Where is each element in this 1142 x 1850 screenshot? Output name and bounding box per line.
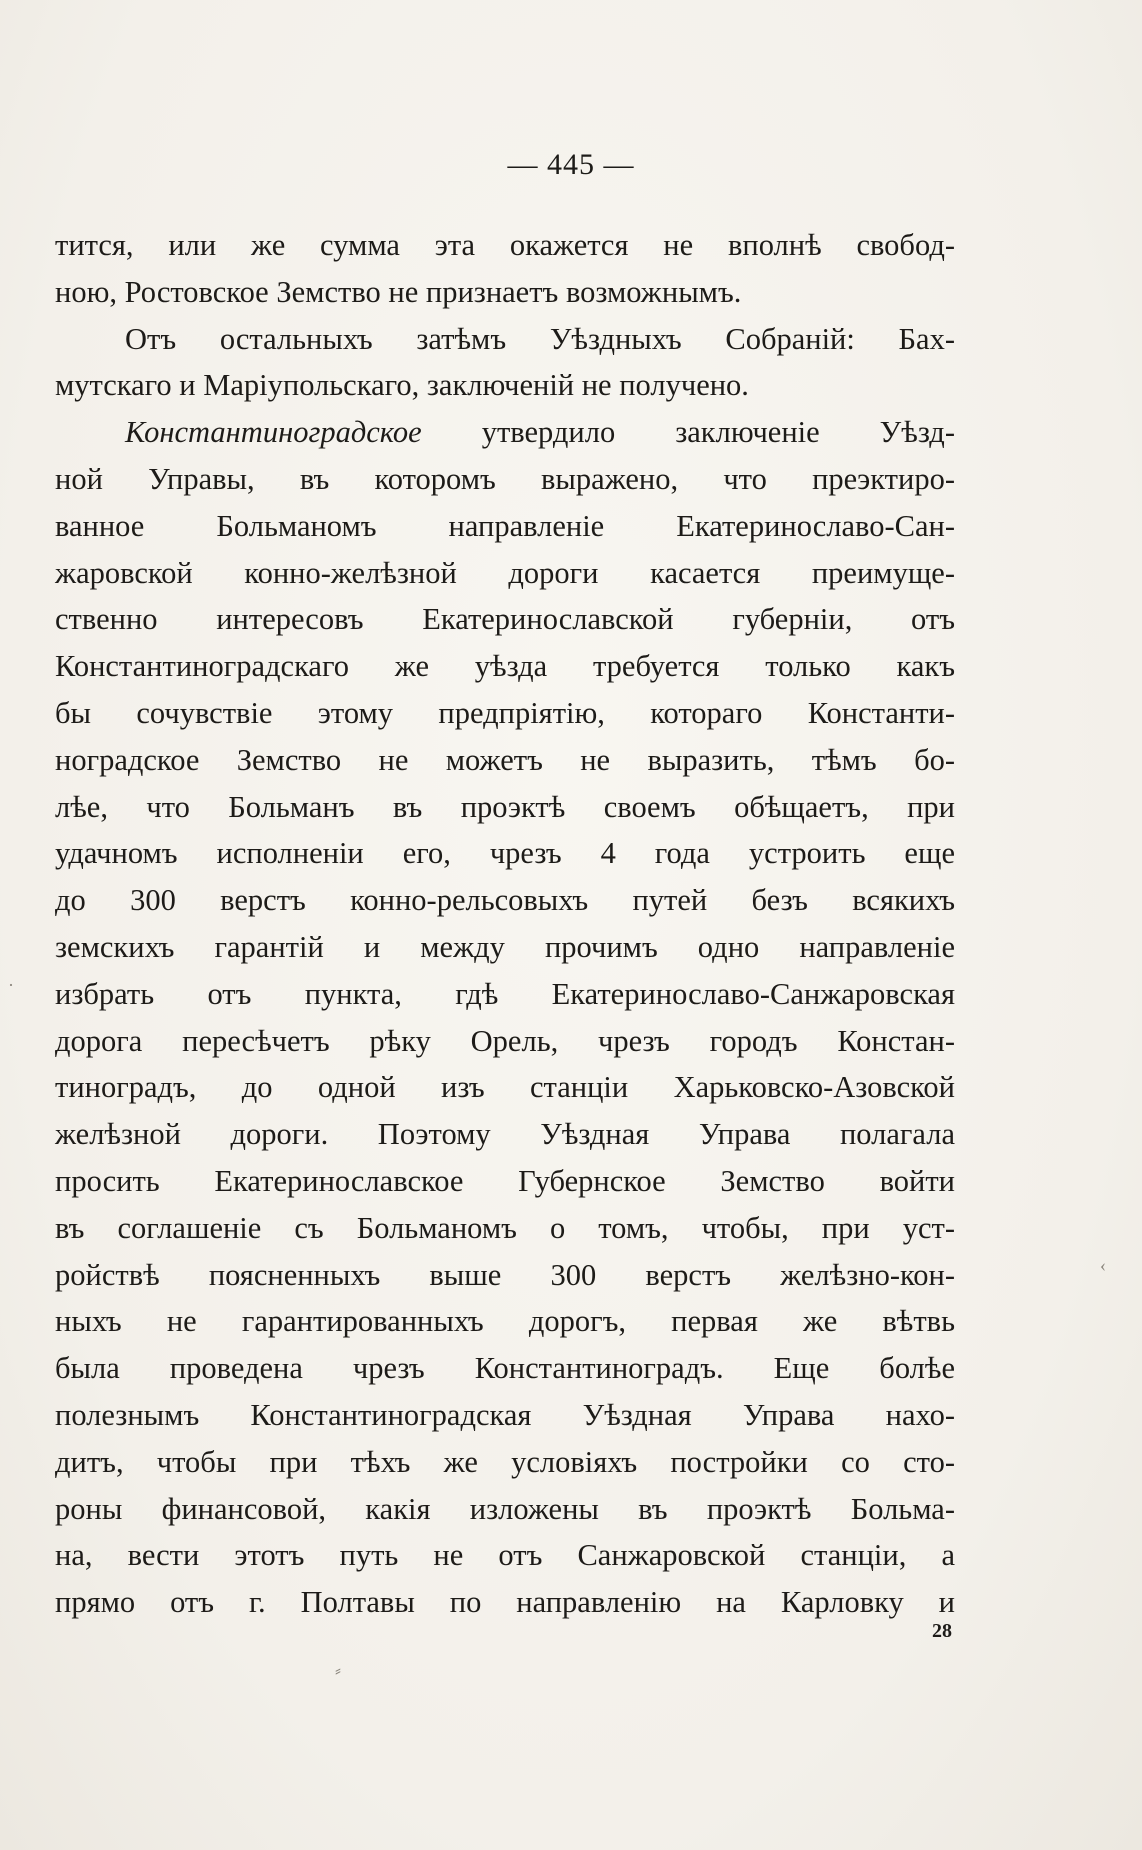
- line-text: Отъ остальныхъ затѣмъ Уѣздныхъ Собраній: Бах-: [125, 321, 955, 356]
- text-line: [55, 1158, 955, 1205]
- line-text: прямо отъ г. Полтавы по направленію на Карловку и: [55, 1585, 955, 1620]
- line-text: лѣе, что Больманъ въ проэктѣ своемъ обѣщаетъ, при: [55, 789, 955, 824]
- line-text: бы сочувствіе этому предпріятію, котораго Константи-: [55, 695, 955, 730]
- text-line: [55, 643, 955, 690]
- line-text: полезнымъ Константиноградская Уѣздная Управа нахо-: [55, 1397, 955, 1432]
- italic-emphasis: Константиноградское: [125, 415, 422, 450]
- line-text: ственно интересовъ Екатеринославской губерніи, отъ: [55, 602, 955, 637]
- line-text: ной Управы, въ которомъ выражено, что преэктиро-: [55, 461, 955, 496]
- text-line: [55, 1252, 955, 1299]
- text-line: [55, 550, 955, 597]
- text-line: [55, 1298, 955, 1345]
- text-line: [55, 1111, 955, 1158]
- line-text: ныхъ не гарантированныхъ дорогъ, первая же вѣтвь: [55, 1304, 955, 1339]
- text-line: [55, 409, 955, 456]
- text-line: [55, 690, 955, 737]
- line-text: дитъ, чтобы при тѣхъ же условіяхъ постройки со сто-: [55, 1444, 955, 1479]
- text-line: [55, 784, 955, 831]
- line-text: утвердило заключеніе Уѣзд-: [421, 415, 955, 450]
- text-line: [55, 269, 955, 316]
- line-text: ною, Ростовское Земство не признаетъ возможнымъ.: [55, 274, 742, 309]
- line-text: жаровской конно-желѣзной дороги касается преимуще-: [55, 555, 955, 590]
- line-text: мутскаго и Маріупольскаго, заключеній не получено.: [55, 368, 749, 403]
- line-text: избрать отъ пункта, гдѣ Екатеринославо-Санжаровская: [55, 976, 955, 1011]
- line-text: до 300 верстъ конно-рельсовыхъ путей безъ всякихъ: [55, 883, 955, 918]
- line-text: Константиноградскаго же уѣзда требуется только какъ: [55, 649, 955, 684]
- text-line: [55, 596, 955, 643]
- printer-signature-mark: 28: [932, 1620, 952, 1642]
- body-text: [55, 222, 955, 1626]
- text-line: [55, 1579, 955, 1626]
- line-text: тится, или же сумма эта окажется не вполнѣ свобод-: [55, 228, 955, 262]
- line-text: на, вести этотъ путь не отъ Санжаровской станціи, а: [55, 1538, 955, 1573]
- text-line: [55, 1064, 955, 1111]
- paper-speck: ⸗: [335, 1660, 341, 1680]
- text-line: [55, 971, 955, 1018]
- text-line: [55, 1486, 955, 1533]
- text-line: [55, 1439, 955, 1486]
- text-line: [55, 1018, 955, 1065]
- text-line: [55, 1345, 955, 1392]
- line-text: земскихъ гарантій и между прочимъ одно направленіе: [55, 929, 955, 964]
- page-number: — 445 —: [507, 148, 635, 181]
- text-line: [55, 737, 955, 784]
- line-text: удачномъ исполненіи его, чрезъ 4 года устроить еще: [55, 836, 955, 871]
- text-line: [55, 362, 955, 409]
- text-line: [55, 316, 955, 363]
- line-text: въ соглашеніе съ Больманомъ о томъ, чтобы, при уст-: [55, 1210, 955, 1245]
- text-line: [55, 1205, 955, 1252]
- line-text: ройствѣ поясненныхъ выше 300 верстъ желѣзно-кон-: [55, 1257, 955, 1292]
- text-line: [55, 830, 955, 877]
- text-line: [55, 1392, 955, 1439]
- line-text: желѣзной дороги. Поэтому Уѣздная Управа полагала: [55, 1117, 955, 1152]
- line-text: ванное Больманомъ направленіе Екатеринославо-Сан-: [55, 508, 955, 543]
- text-line: [55, 924, 955, 971]
- line-text: тиноградъ, до одной изъ станціи Харьковско-Азовской: [55, 1070, 955, 1105]
- line-text: ноградское Земство не можетъ не выразить, тѣмъ бо-: [55, 742, 955, 777]
- text-line: [55, 456, 955, 503]
- text-line: [55, 1532, 955, 1579]
- paper-speck: ‹: [1100, 1255, 1106, 1275]
- line-text: просить Екатеринославское Губернское Земство войти: [55, 1163, 955, 1198]
- line-text: роны финансовой, какія изложены въ проэктѣ Больма-: [55, 1491, 955, 1526]
- text-line: [55, 503, 955, 550]
- line-text: была проведена чрезъ Константиноградъ. Еще болѣе: [55, 1351, 955, 1386]
- line-text: дорога пересѣчетъ рѣку Орель, чрезъ городъ Констан-: [55, 1023, 955, 1058]
- text-line: [55, 222, 955, 269]
- text-line: [55, 877, 955, 924]
- paper-speck: ·: [8, 975, 14, 995]
